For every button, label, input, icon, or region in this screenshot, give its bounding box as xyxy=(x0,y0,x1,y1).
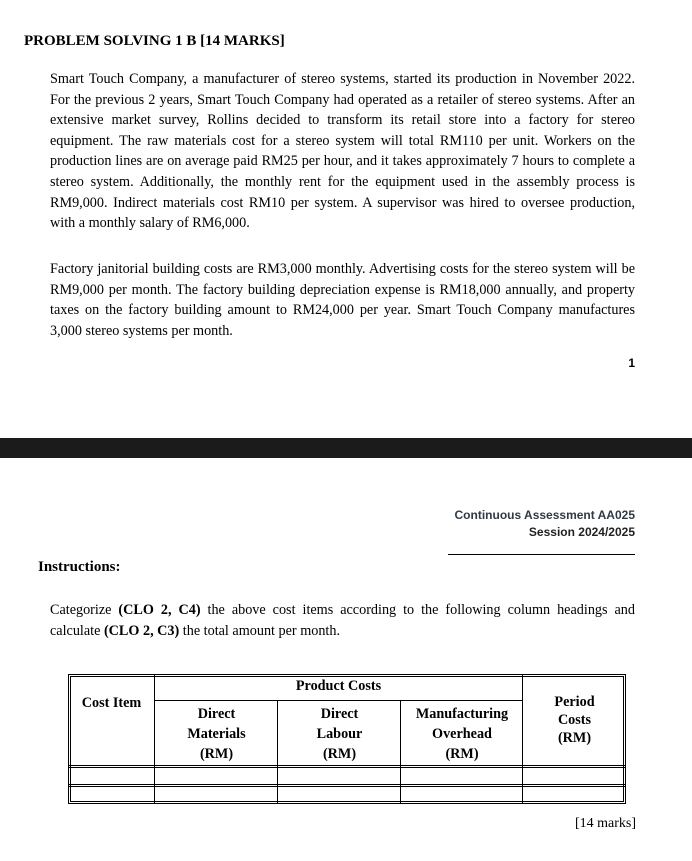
instructions-heading: Instructions: xyxy=(38,559,121,575)
group-header-product-costs: Product Costs xyxy=(295,678,382,694)
mo-line-3: (RM) xyxy=(445,746,479,762)
instr-text-2: the above cost items according to the following column headings and calculate xyxy=(50,602,635,639)
dl-line-2: Labour xyxy=(316,726,363,742)
col-header-direct-labour xyxy=(278,704,401,764)
dm-line-2: Materials xyxy=(187,726,246,742)
dm-line-3: (RM) xyxy=(199,746,234,762)
mo-line-2: Overhead xyxy=(432,726,492,742)
dl-line-3: (RM) xyxy=(322,746,357,762)
instr-text-1: Categorize xyxy=(50,602,119,618)
mo-line-1: Manufacturing xyxy=(415,706,509,722)
col-header-cost-item: Cost Item xyxy=(81,695,142,711)
problem-title: PROBLEM SOLVING 1 B [14 MARKS] xyxy=(24,33,285,49)
assessment-header: Continuous Assessment AA025 xyxy=(454,508,635,522)
period-line-1: Period xyxy=(554,694,595,710)
cost-classification-table xyxy=(68,674,626,804)
page-break-band xyxy=(0,438,692,458)
marks-label: [14 marks] xyxy=(574,816,636,831)
instr-clo-1: (CLO 2, C4) xyxy=(118,602,201,618)
instructions-paragraph xyxy=(50,600,635,641)
page-number: 1 xyxy=(628,356,635,370)
session-header: Session 2024/2025 xyxy=(528,525,635,539)
col-header-direct-materials xyxy=(155,704,278,764)
instr-clo-2: (CLO 2, C3) xyxy=(103,622,180,639)
instr-text-3: the total amount per month. xyxy=(179,622,340,639)
dm-line-1: Direct xyxy=(197,706,236,722)
period-line-2: Costs xyxy=(557,712,592,728)
header-rule xyxy=(448,554,635,555)
col-header-manufacturing-overhead xyxy=(401,704,523,764)
dl-line-1: Direct xyxy=(320,706,359,722)
period-line-3: (RM) xyxy=(557,730,592,746)
col-header-period-costs xyxy=(523,693,626,747)
problem-paragraph-1: Smart Touch Company, a manufacturer of stereo systems, started its production in November 2022. For the previous 2 years, Smart Touch Company had operated as a retailer of stereo systems. After an extensive market survey, Rollins decided to transform its retail store into a factory for stereo equipment. The raw materials cost for a stereo system will total RM110 per unit. Workers on the production lines are on average paid RM25 per hour, and it takes approximately 7 hours to complete a stereo system. Additionally, the monthly rent for the equipment used in the assembly process is RM9,000. Indirect materials cost RM10 per system. A supervisor was hired to oversee production, with a monthly salary of RM6,000. xyxy=(50,71,635,232)
problem-paragraph-2: Factory janitorial building costs are RM3,000 monthly. Advertising costs for the stereo system will be RM9,000 per month. The factory building depreciation expense is RM18,000 annually, and property taxes on the factory building amount to RM24,000 per year. Smart Touch Company manufactures 3,000 stereo systems per month. xyxy=(50,261,635,339)
